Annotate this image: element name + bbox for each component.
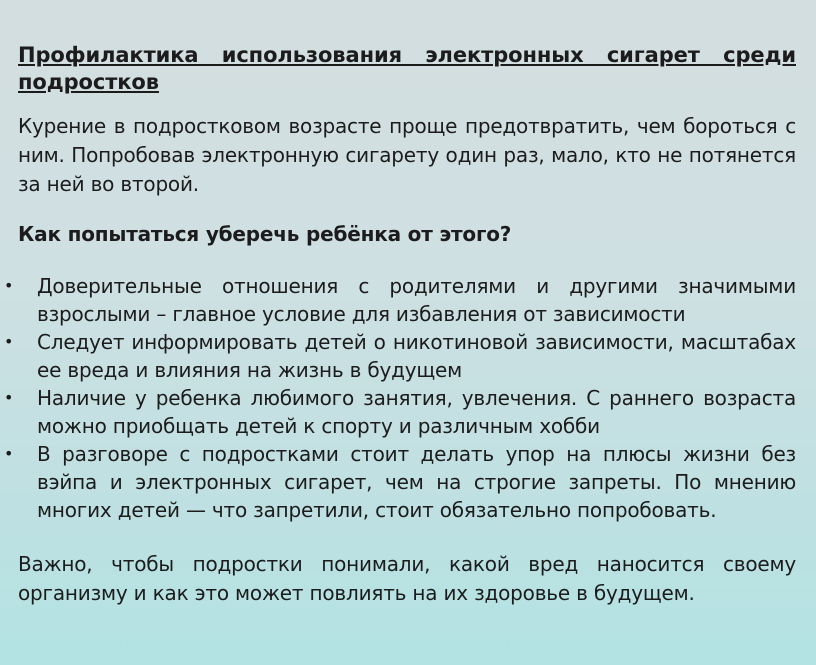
list-item-text: Следует информировать детей о никотиновой зависимости, масштабах ее вреда и влияния на жизнь в будущем xyxy=(37,330,796,382)
list-item xyxy=(4,328,796,384)
closing-paragraph: Важно, чтобы подростки понимали, какой вред наносится своему организму и как это может повлиять на их здоровье в будущем. xyxy=(18,552,796,605)
list-item xyxy=(4,440,796,524)
list-item-text: В разговоре с подростками стоит делать упор на плюсы жизни без вэйпа и электронных сигарет, чем на строгие запреты. По мнению многих детей — что запретили, стоит обязательно попробовать. xyxy=(37,442,796,522)
bullet-icon: • xyxy=(4,332,14,351)
section-subheading: Как попытаться уберечь ребёнка от этого? xyxy=(18,222,512,246)
bullet-icon: • xyxy=(4,388,14,407)
intro-paragraph: Курение в подростковом возрасте проще предотвратить, чем бороться с ним. Попробовав электронную сигарету один раз, мало, кто не потянется за ней во второй. xyxy=(18,114,796,196)
bullet-icon: • xyxy=(4,276,14,295)
document-page xyxy=(4,42,796,608)
list-item-text: Доверительные отношения с родителями и другими значимыми взрослыми – главное условие для избавления от зависимости xyxy=(37,274,796,326)
list-item xyxy=(4,272,796,328)
list-item xyxy=(4,384,796,440)
document-title: Профилактика использования электронных сигарет среди подростков xyxy=(18,43,796,94)
advice-list xyxy=(4,272,796,524)
bullet-icon: • xyxy=(4,444,14,463)
list-item-text: Наличие у ребенка любимого занятия, увлечения. С раннего возраста можно приобщать детей к спорту и различным хобби xyxy=(37,386,796,438)
